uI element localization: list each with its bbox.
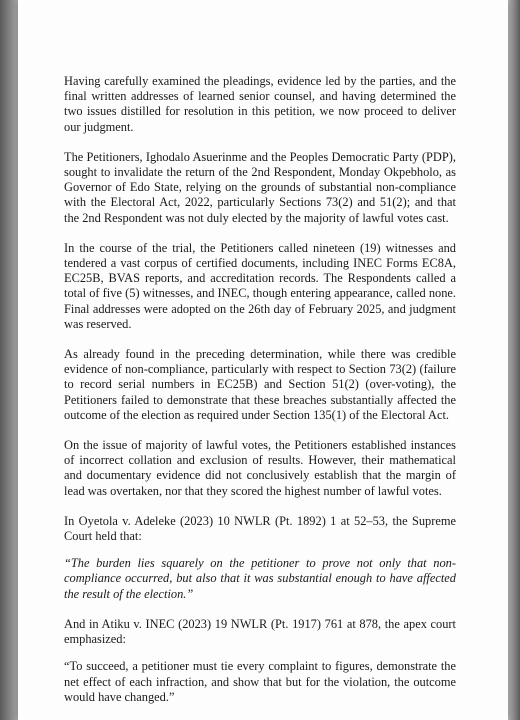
quote-atiku: “To succeed, a petitioner must tie every complaint to figures, demonstrate the net effect of each infraction, and show that but for the violation, the outcome would have changed.” <box>64 659 456 704</box>
quote-oyetola: “The burden lies squarely on the petitioner to prove not only that non-compliance occurred, but also that it was substantial enough to have affected the result of the election.” <box>64 556 456 601</box>
paragraph-petition-summary: The Petitioners, Ighodalo Asuerinme and the Peoples Democratic Party (PDP), sought to invalidate the return of the 2nd Respondent, Monday Okpebholo, as Governor of Edo State, relying on the grounds of substantial non-compliance with the Electoral Act, 2022, particularly Sections 73(2) and 51(2); and that the 2nd Respondent was not duly elected by the majority of lawful votes cast. <box>64 149 456 225</box>
document-page <box>18 0 508 720</box>
paragraph-atiku-citation: And in Atiku v. INEC (2023) 19 NWLR (Pt. 1917) 761 at 878, the apex court emphasized: <box>64 616 456 647</box>
paragraph-trial-course: In the course of the trial, the Petitioners called nineteen (19) witnesses and tendered a vast corpus of certified documents, including INEC Forms EC8A, EC25B, BVAS reports, and accreditation records. The Respondents called a total of five (5) witnesses, and INEC, though entering appearance, called none. Final addresses were adopted on the 26th day of February 2025, and judgment was reserved. <box>64 240 456 331</box>
paragraph-introduction: Having carefully examined the pleadings, evidence led by the parties, and the final written addresses of learned senior counsel, and having determined the two issues distilled for resolution in this petition, we now proceed to deliver our judgment. <box>64 74 456 134</box>
paragraph-non-compliance-finding: As already found in the preceding determination, while there was credible evidence of non-compliance, particularly with respect to Section 73(2) (failure to record serial numbers in EC25B) and Section 51(2) (over-voting), the Petitioners failed to demonstrate that these breaches substantially affected the outcome of the election as required under Section 135(1) of the Electoral Act. <box>64 347 456 422</box>
scan-shadow-right <box>506 0 520 720</box>
paragraph-oyetola-citation: In Oyetola v. Adeleke (2023) 10 NWLR (Pt. 1892) 1 at 52–53, the Supreme Court held that: <box>64 513 456 544</box>
paragraph-lawful-votes-finding: On the issue of majority of lawful votes, the Petitioners established instances of incorrect collation and exclusion of results. However, their mathematical and documentary evidence did not conclusively establish that the margin of lead was overtaken, nor that they scored the highest number of lawful votes. <box>64 438 456 498</box>
document-body <box>64 74 456 720</box>
